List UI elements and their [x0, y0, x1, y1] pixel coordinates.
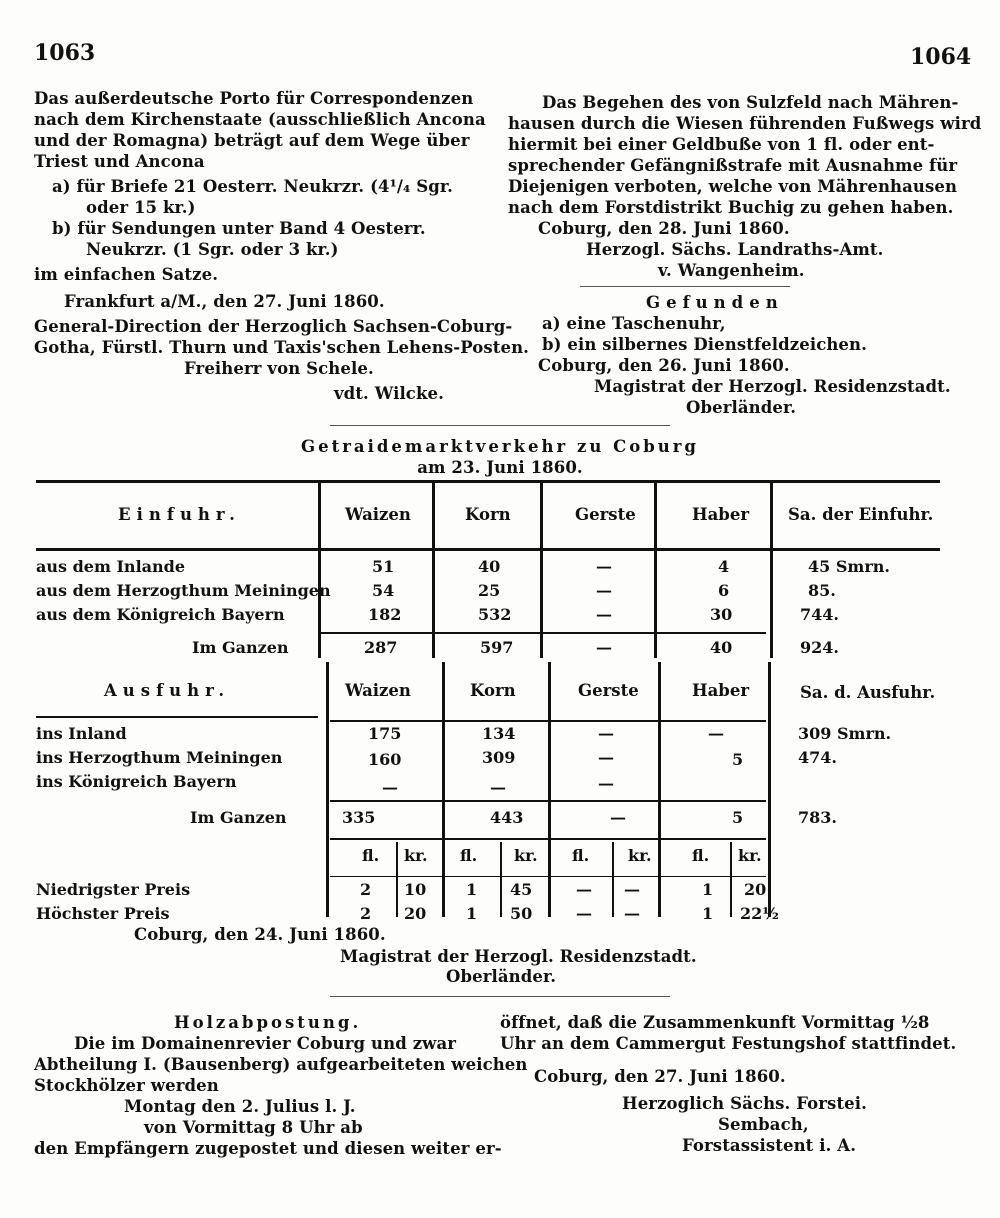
- wood-notice-cont: [500, 1012, 980, 1156]
- sub-col-rule: [730, 842, 732, 917]
- cell-value: 45: [510, 880, 533, 899]
- sub-col-rule: [500, 842, 502, 917]
- row-label: aus dem Königreich Bayern: [36, 605, 285, 624]
- market-place-date: Coburg, den 24. Juni 1860.: [134, 925, 386, 944]
- cell-haber: 5: [732, 808, 744, 827]
- cell-sum: 744.: [800, 605, 839, 624]
- col-header-gerste: Gerste: [578, 681, 639, 700]
- wood-line: Abtheilung I. (Bausenberg) aufgearbeiteten weichen: [34, 1055, 528, 1074]
- path-notice: [508, 92, 982, 281]
- col-rule: [548, 662, 551, 917]
- cell-value: —: [624, 904, 640, 923]
- market-title: Getraidemarktverkehr zu Coburg: [301, 437, 699, 456]
- postal-authority: General-Direction der Herzoglich Sachsen-Coburg-: [34, 317, 513, 336]
- cell-sum: 45 Smrn.: [808, 557, 890, 576]
- postal-signatory: Freiherr von Schele.: [184, 359, 374, 378]
- postal-line: Triest und Ancona: [34, 152, 205, 171]
- cell-value: —: [576, 880, 592, 899]
- cell-gerste: —: [596, 581, 612, 600]
- wood-place-date: Coburg, den 27. Juni 1860.: [534, 1067, 786, 1086]
- postal-item-a: a) für Briefe 21 Oesterr. Neukrzr. (4¹/₄ Sgr.: [52, 177, 453, 196]
- cell-sum: 924.: [800, 638, 839, 657]
- path-authority: Herzogl. Sächs. Landraths-Amt.: [586, 240, 884, 259]
- market-date: am 23. Juni 1860.: [417, 458, 583, 477]
- col-rule: [318, 483, 321, 658]
- cell-haber: 5: [732, 750, 744, 769]
- cell-value: 50: [510, 904, 533, 923]
- cell-value: 1: [466, 904, 478, 923]
- wood-line: Stockhölzer werden: [34, 1076, 219, 1095]
- col-rule: [540, 483, 543, 658]
- row-label: Im Ganzen: [192, 638, 289, 657]
- postal-line: und der Romagna) beträgt auf dem Wege über: [34, 131, 470, 150]
- cell-value: —: [624, 880, 640, 899]
- postal-place-date: Frankfurt a/M., den 27. Juni 1860.: [64, 292, 385, 311]
- path-line: hiermit bei einer Geldbuße von 1 fl. oder ent-: [508, 135, 935, 154]
- col-rule: [658, 662, 661, 917]
- cell-waizen: —: [382, 778, 398, 797]
- col-header-sum-export: Sa. d. Ausfuhr.: [800, 683, 936, 702]
- row-label: ins Herzogthum Meiningen: [36, 748, 283, 767]
- market-authority: Magistrat der Herzogl. Residenzstadt.: [340, 947, 697, 966]
- cell-korn: 443: [490, 808, 524, 827]
- cell-waizen: 287: [364, 638, 398, 657]
- export-label-rule: [36, 716, 318, 718]
- import-total-rule: [320, 632, 766, 634]
- postal-vdt: vdt. Wilcke.: [334, 384, 444, 403]
- cell-waizen: 160: [368, 750, 402, 769]
- postal-item-b: b) für Sendungen unter Band 4 Oesterr.: [52, 219, 426, 238]
- cell-gerste: —: [598, 748, 614, 767]
- row-label: aus dem Inlande: [36, 557, 186, 576]
- col-header-korn: Korn: [470, 681, 516, 700]
- col-header-korn: Korn: [465, 505, 511, 524]
- cell-waizen: 335: [342, 808, 376, 827]
- col-header-haber: Haber: [692, 505, 750, 524]
- cell-waizen: 54: [372, 581, 395, 600]
- postal-item-a-cont: oder 15 kr.): [86, 198, 196, 217]
- path-line: Das Begehen des von Sulzfeld nach Mähren-: [542, 93, 959, 112]
- cell-sum: 309 Smrn.: [798, 724, 892, 743]
- cell-sum: 85.: [808, 581, 836, 600]
- cell-gerste: —: [598, 724, 614, 743]
- cell-haber: 30: [710, 605, 733, 624]
- postal-line: nach dem Kirchenstaate (ausschließlich Ancona: [34, 110, 486, 129]
- postal-rate-line: im einfachen Satze.: [34, 265, 219, 284]
- col-header-waizen: Waizen: [345, 505, 411, 524]
- unit-kr: kr.: [404, 846, 428, 865]
- cell-value: —: [576, 904, 592, 923]
- cell-korn: 532: [478, 605, 512, 624]
- divider: [330, 996, 670, 997]
- row-label: Im Ganzen: [190, 808, 287, 827]
- wood-notice: [34, 1012, 528, 1159]
- cell-waizen: 175: [368, 724, 402, 743]
- postal-authority: Gotha, Fürstl. Thurn und Taxis'schen Lehens-Posten.: [34, 338, 530, 357]
- path-place-date: Coburg, den 28. Juni 1860.: [538, 219, 790, 238]
- unit-kr: kr.: [628, 846, 652, 865]
- cell-value: 22½: [740, 904, 779, 923]
- import-header: Einfuhr.: [118, 505, 241, 524]
- col-header-haber: Haber: [692, 681, 750, 700]
- wood-cont-line: öffnet, daß die Zusammenkunft Vormittag ½8: [500, 1013, 930, 1032]
- row-label: Höchster Preis: [36, 904, 170, 923]
- row-label: ins Inland: [36, 724, 127, 743]
- cell-haber: —: [708, 724, 724, 743]
- cell-value: 2: [360, 904, 372, 923]
- cell-haber: 4: [718, 557, 730, 576]
- page-number-left: 1063: [34, 40, 96, 66]
- wood-authority: Herzoglich Sächs. Forstei.: [622, 1094, 867, 1113]
- cell-haber: 6: [718, 581, 730, 600]
- cell-waizen: 51: [372, 557, 395, 576]
- unit-kr: kr.: [738, 846, 762, 865]
- col-rule: [442, 662, 445, 917]
- cell-korn: —: [490, 778, 506, 797]
- cell-gerste: —: [596, 605, 612, 624]
- path-line: hausen durch die Wiesen führenden Fußwegs wird: [508, 114, 982, 133]
- unit-fl: fl.: [460, 846, 478, 865]
- row-label: Niedrigster Preis: [36, 880, 191, 899]
- found-heading: Gefunden: [646, 293, 784, 312]
- cell-korn: 597: [480, 638, 514, 657]
- cell-sum: 783.: [798, 808, 837, 827]
- unit-kr: kr.: [514, 846, 538, 865]
- found-signatory: Oberländer.: [686, 398, 797, 417]
- found-item-b: b) ein silbernes Dienstfeldzeichen.: [542, 335, 867, 354]
- table-header-rule: [36, 548, 940, 551]
- cell-value: 20: [404, 904, 427, 923]
- market-signatory: Oberländer.: [446, 967, 557, 986]
- cell-korn: 40: [478, 557, 501, 576]
- found-authority: Magistrat der Herzogl. Residenzstadt.: [594, 377, 951, 396]
- cell-gerste: —: [596, 638, 612, 657]
- unit-fl: fl.: [692, 846, 710, 865]
- cell-waizen: 182: [368, 605, 402, 624]
- row-label: aus dem Herzogthum Meiningen: [36, 581, 331, 600]
- cell-value: 1: [702, 880, 714, 899]
- wood-heading: Holzabpostung.: [174, 1013, 362, 1032]
- cell-korn: 25: [478, 581, 501, 600]
- col-rule: [768, 662, 771, 917]
- col-rule: [432, 483, 435, 658]
- cell-korn: 309: [482, 748, 516, 767]
- cell-sum: 474.: [798, 748, 837, 767]
- wood-signatory: Sembach,: [718, 1115, 809, 1134]
- wood-role: Forstassistent i. A.: [682, 1136, 857, 1155]
- found-notice: [508, 292, 968, 418]
- path-signatory: v. Wangenheim.: [658, 261, 805, 280]
- col-rule: [770, 483, 773, 658]
- unit-fl: fl.: [362, 846, 380, 865]
- path-line: Diejenigen verboten, welche von Mährenhausen: [508, 177, 958, 196]
- export-header: Ausfuhr.: [104, 681, 231, 700]
- postal-item-b-cont: Neukrzr. (1 Sgr. oder 3 kr.): [86, 240, 339, 259]
- unit-fl: fl.: [572, 846, 590, 865]
- col-rule: [654, 483, 657, 658]
- wood-cont-line: Uhr an dem Cammergut Festungshof stattfindet.: [500, 1034, 957, 1053]
- cell-value: 1: [466, 880, 478, 899]
- path-line: sprechender Gefängnißstrafe mit Ausnahme für: [508, 156, 958, 175]
- path-line: nach dem Forstdistrikt Buchig zu gehen haben.: [508, 198, 954, 217]
- table-top-rule: [36, 480, 940, 483]
- found-item-a: a) eine Taschenuhr,: [542, 314, 726, 333]
- col-rule: [326, 662, 329, 917]
- col-header-gerste: Gerste: [575, 505, 636, 524]
- cell-value: 2: [360, 880, 372, 899]
- wood-line: Die im Domainenrevier Coburg und zwar: [74, 1034, 457, 1053]
- found-place-date: Coburg, den 26. Juni 1860.: [538, 356, 790, 375]
- sub-col-rule: [396, 842, 398, 917]
- divider: [330, 425, 670, 426]
- cell-gerste: —: [610, 808, 626, 827]
- sub-col-rule: [612, 842, 614, 917]
- wood-date-line: Montag den 2. Julius l. J.: [124, 1097, 356, 1116]
- row-label: ins Königreich Bayern: [36, 772, 237, 791]
- page-number-right: 1064: [910, 44, 972, 70]
- cell-value: 1: [702, 904, 714, 923]
- divider: [580, 286, 790, 287]
- wood-time-line: von Vormittag 8 Uhr ab: [144, 1118, 363, 1137]
- cell-value: 20: [744, 880, 767, 899]
- cell-korn: 134: [482, 724, 516, 743]
- cell-gerste: —: [596, 557, 612, 576]
- col-header-waizen: Waizen: [345, 681, 411, 700]
- postal-line: Das außerdeutsche Porto für Correspondenzen: [34, 89, 474, 108]
- cell-value: 10: [404, 880, 427, 899]
- cell-gerste: —: [598, 774, 614, 793]
- col-header-sum-import: Sa. der Einfuhr.: [788, 505, 934, 524]
- cell-haber: 40: [710, 638, 733, 657]
- postal-notice: [34, 88, 530, 404]
- wood-last-line: den Empfängern zugepostet und diesen weiter er-: [34, 1139, 502, 1158]
